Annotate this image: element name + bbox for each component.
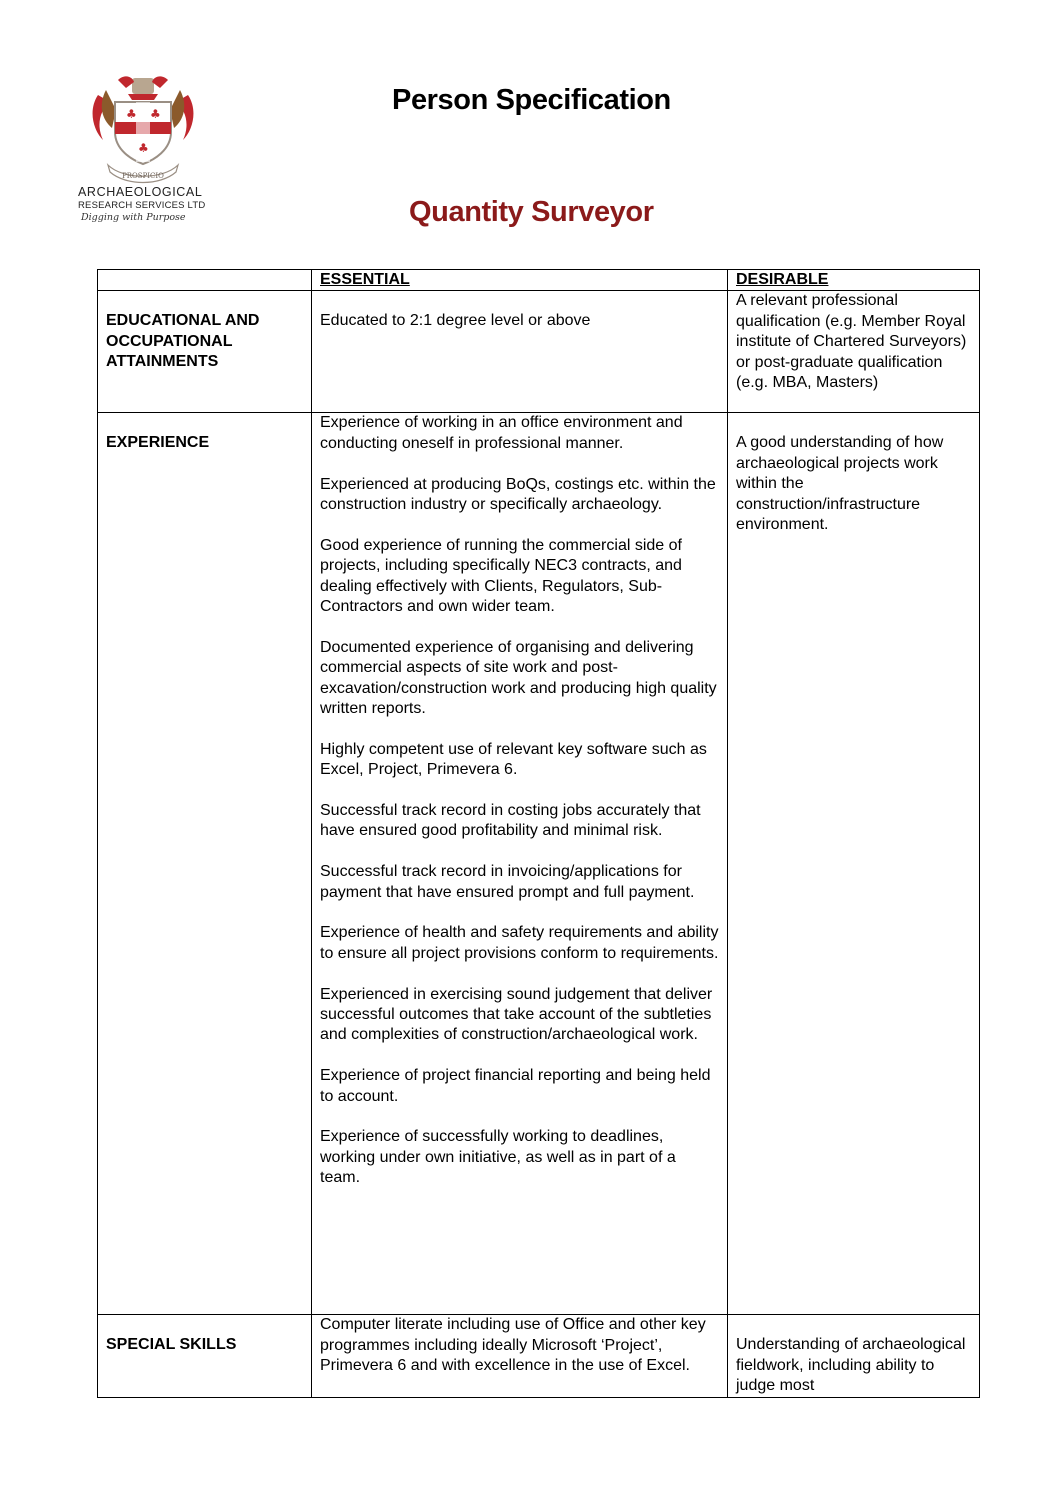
essential-item: Educated to 2:1 degree level or above: [320, 312, 591, 330]
org-tagline: Digging with Purpose: [81, 212, 186, 223]
row-label: EDUCATIONAL AND OCCUPATIONAL ATTAINMENTS: [98, 291, 312, 413]
essential-item: Experience of working in an office environment and conducting oneself in professional manner.: [320, 414, 683, 452]
desirable-cell: [728, 291, 980, 413]
essential-cell: [312, 1315, 728, 1398]
company-logo: [78, 70, 208, 230]
desirable-cell: [728, 413, 980, 1315]
table-row: [98, 413, 980, 1315]
table-header-row: [98, 270, 980, 291]
org-name-line1: ARCHAEOLOGICAL: [78, 185, 203, 199]
row-label: SPECIAL SKILLS: [98, 1315, 312, 1398]
essential-item: Highly competent use of relevant key software such as Excel, Project, Primevera 6.: [320, 740, 707, 779]
essential-cell: [312, 291, 728, 413]
svg-text:♣: ♣: [150, 107, 161, 121]
essential-cell: [312, 413, 728, 1315]
table-row: [98, 1315, 980, 1398]
column-header-essential: ESSENTIAL: [312, 270, 728, 291]
essential-item: Documented experience of organising and delivering commercial aspects of site work and post-excavation/construction work and producing high quality written reports.: [320, 638, 717, 718]
svg-text:♣: ♣: [138, 141, 149, 155]
job-title: Quantity Surveyor: [409, 196, 654, 228]
essential-item: Successful track record in costing jobs accurately that have ensured good profitability and minimal risk.: [320, 802, 701, 840]
desirable-item: Understanding of archaeological fieldwork, including ability to judge most: [736, 1336, 966, 1395]
column-header-desirable: DESIRABLE: [728, 270, 980, 291]
desirable-item: A relevant professional qualification (e.g. Member Royal institute of Chartered Surveyors) or post-graduate qualification (e.g. MBA, Masters): [736, 292, 967, 392]
svg-text:PROSPICIO: PROSPICIO: [122, 172, 164, 180]
desirable-cell: [728, 1315, 980, 1398]
svg-text:♣: ♣: [126, 107, 137, 121]
row-label: EXPERIENCE: [98, 413, 312, 1315]
org-name-line2: RESEARCH SERVICES LTD: [78, 200, 206, 211]
essential-item: Successful track record in invoicing/applications for payment that have ensured prompt and full payment.: [320, 863, 695, 901]
essential-item: Experience of successfully working to deadlines, working under own initiative, as well as in part of a team.: [320, 1128, 676, 1187]
column-header-category: [98, 270, 312, 291]
person-spec-table: [97, 269, 980, 1398]
page-title: Person Specification: [392, 84, 671, 116]
essential-item: Good experience of running the commercial side of projects, including specifically NEC3 contracts, and dealing effectively with Clients, Regulators, Sub-Contractors and own wider team.: [320, 536, 682, 616]
essential-item: Experienced in exercising sound judgement that deliver successful outcomes that take account of the subtleties and complexities of construction/archaeological work.: [320, 985, 713, 1044]
essential-item: Experience of project financial reporting and being held to account.: [320, 1067, 711, 1105]
essential-item: Computer literate including use of Office and other key programmes including ideally Microsoft ‘Project’, Primevera 6 and with excellence in the use of Excel.: [320, 1316, 706, 1375]
essential-item: Experienced at producing BoQs, costings etc. within the construction industry or specifically archaeology.: [320, 475, 716, 514]
table-row: [98, 291, 980, 413]
desirable-item: A good understanding of how archaeological projects work within the construction/infrastructure environment.: [736, 434, 944, 534]
essential-item: Experience of health and safety requirements and ability to ensure all project provisions conform to requirements.: [320, 924, 719, 962]
coat-of-arms-icon: [88, 70, 198, 185]
